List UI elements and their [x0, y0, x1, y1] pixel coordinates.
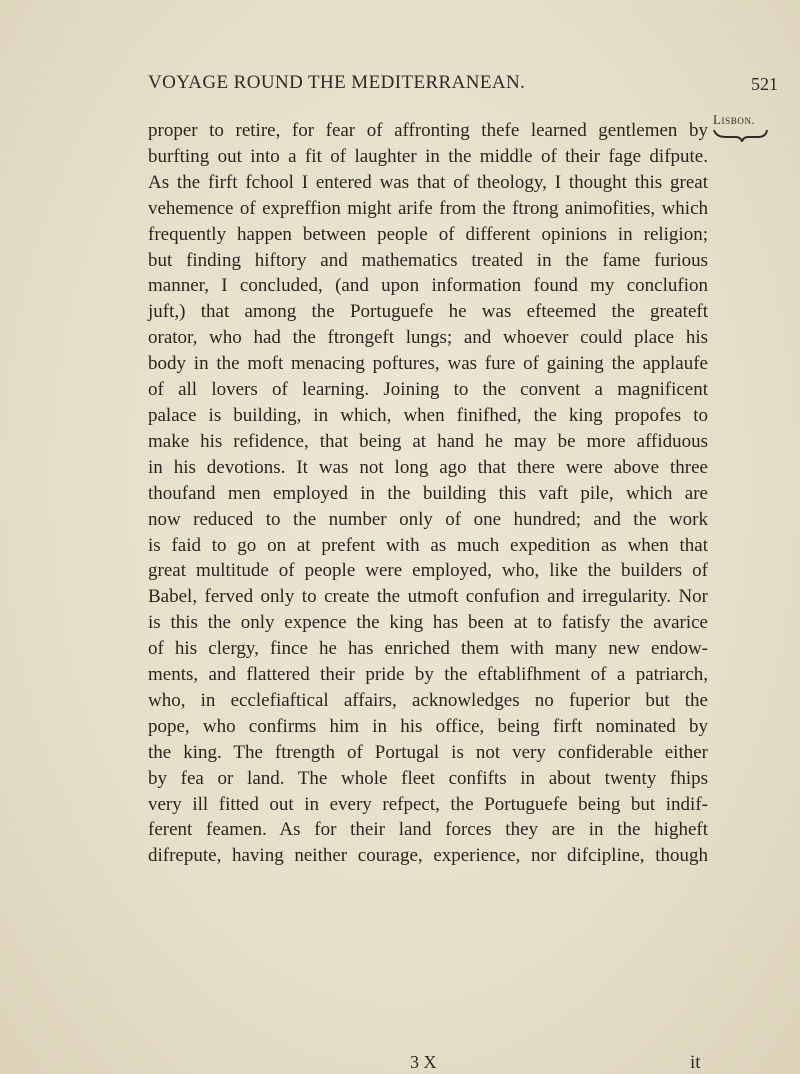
- text-line: manner, I concluded, (and upon information found my conclufion: [148, 275, 708, 297]
- text-line: by fea or land. The whole fleet confifts in about twenty fhips: [148, 767, 708, 789]
- text-line: ferent feamen. As for their land forces they are in the higheft: [148, 819, 708, 841]
- text-line: make his refidence, that being at hand he may be more affiduous: [148, 430, 708, 452]
- text-line: of his clergy, fince he has enriched them with many new endow-: [148, 638, 708, 660]
- text-line: thoufand men employed in the building this vaft pile, which are: [148, 482, 708, 504]
- running-head: VOYAGE ROUND THE MEDITERRANEAN.: [148, 72, 526, 93]
- margin-brace-icon: [712, 128, 768, 142]
- text-line: ments, and flattered their pride by the eftablifhment of a patriarch,: [148, 664, 708, 686]
- text-line: burfting out into a fit of laughter in the middle of their fage difpute.: [148, 145, 708, 167]
- text-line: body in the moft menacing poftures, was fure of gaining the applaufe: [148, 353, 708, 375]
- text-line: who, in ecclefiaftical affairs, acknowledges no fuperior but the: [148, 689, 708, 711]
- text-line: great multitude of people were employed, who, like the builders of: [148, 560, 708, 582]
- text-line: palace is building, in which, when finifhed, the king propofes to: [148, 404, 708, 426]
- text-line: but finding hiftory and mathematics treated in the fame furious: [148, 249, 708, 271]
- text-line: now reduced to the number only of one hundred; and the work: [148, 508, 708, 530]
- text-line: very ill fitted out in every refpect, the Portuguefe being but indif-: [148, 793, 708, 815]
- text-line: Babel, ferved only to create the utmoft confufion and irregularity. Nor: [148, 586, 708, 608]
- page-number: 521: [751, 74, 778, 94]
- signature-mark: 3 X: [410, 1052, 437, 1072]
- margin-note: Lisbon.: [713, 112, 756, 127]
- text-line: As the firft fchool I entered was that of theology, I thought this great: [148, 171, 708, 193]
- text-line: vehemence of expreffion might arife from the ftrong animofities, which: [148, 197, 708, 219]
- body-text: [148, 118, 708, 869]
- text-line: pope, who confirms him in his office, being firft nominated by: [148, 715, 708, 737]
- text-line: in his devotions. It was not long ago that there were above three: [148, 456, 708, 478]
- text-line: difrepute, having neither courage, experience, nor difcipline, though: [148, 845, 708, 867]
- text-line: of all lovers of learning. Joining to the convent a magnificent: [148, 379, 708, 401]
- text-line: proper to retire, for fear of affronting thefe learned gentlemen by: [148, 120, 708, 141]
- text-line: frequently happen between people of different opinions in religion;: [148, 223, 708, 245]
- text-line: is faid to go on at prefent with as much expedition as when that: [148, 534, 708, 556]
- catchword: it: [690, 1052, 701, 1073]
- text-line: orator, who had the ftrongeft lungs; and whoever could place his: [148, 327, 708, 349]
- text-line: juft,) that among the Portuguefe he was efteemed the greateft: [148, 301, 708, 323]
- text-line: is this the only expence the king has been at to fatisfy the avarice: [148, 612, 708, 634]
- text-line: the king. The ftrength of Portugal is not very confiderable either: [148, 741, 708, 763]
